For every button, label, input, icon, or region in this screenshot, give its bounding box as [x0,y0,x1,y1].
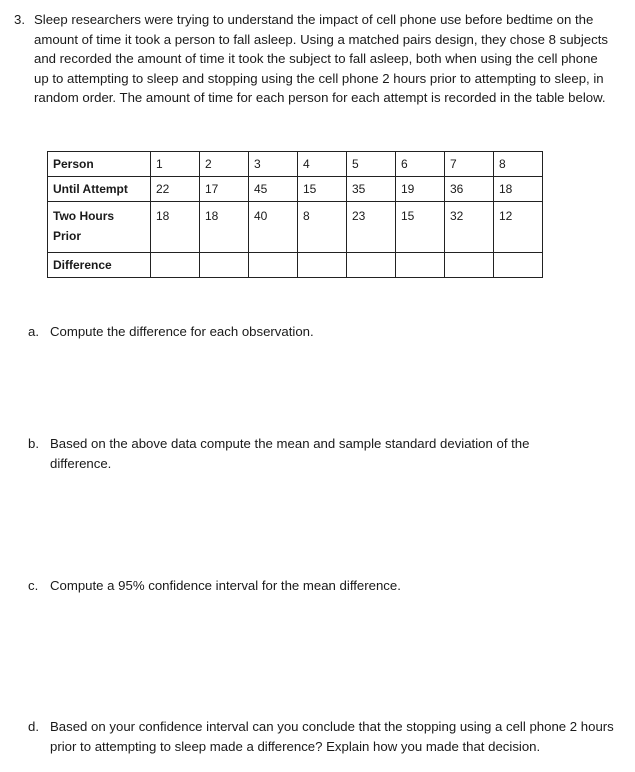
row-label-line-2: Prior [53,229,82,243]
table-row-until-attempt [48,177,543,202]
table-cell: 1 [151,152,200,177]
table-cell: 40 [249,202,298,253]
table-cell: 7 [445,152,494,177]
table-cell: 18 [151,202,200,253]
row-label-two-hours-prior [48,202,151,253]
table-cell-empty [347,253,396,278]
part-b-label: b. [28,436,39,451]
table-cell: 36 [445,177,494,202]
table-cell: 45 [249,177,298,202]
row-label-person: Person [48,152,151,177]
part-c-label: c. [28,578,39,593]
table-cell-empty [494,253,543,278]
part-a-label: a. [28,324,39,339]
part-d [28,717,626,756]
part-a-text: Compute the difference for each observation. [50,324,314,339]
question-number: 3. [14,12,25,27]
table-cell: 19 [396,177,445,202]
table-cell-empty [200,253,249,278]
part-d-text: Based on your confidence interval can you conclude that the stopping using a cell phone 2 hours prior to attempting to sleep made a difference? Explain how you made that decision. [50,719,614,754]
table-cell-empty [445,253,494,278]
table-cell: 6 [396,152,445,177]
row-label-difference: Difference [48,253,151,278]
part-c [28,576,618,596]
table-cell: 15 [396,202,445,253]
table-cell: 35 [347,177,396,202]
table-row-two-hours-prior [48,202,543,253]
table-cell: 23 [347,202,396,253]
table-cell: 2 [200,152,249,177]
table-cell: 15 [298,177,347,202]
table-cell-empty [298,253,347,278]
part-d-label: d. [28,719,39,734]
part-a [28,322,618,342]
table-cell: 17 [200,177,249,202]
table-cell-empty [151,253,200,278]
table-cell: 4 [298,152,347,177]
table-cell: 22 [151,177,200,202]
table-cell: 8 [494,152,543,177]
table-cell: 3 [249,152,298,177]
part-c-text: Compute a 95% confidence interval for the mean difference. [50,578,401,593]
table-cell: 32 [445,202,494,253]
table-row-difference [48,253,543,278]
data-table [47,151,543,278]
part-b [28,434,568,473]
table-row-person [48,152,543,177]
row-label-line-1: Two Hours [53,209,115,223]
part-b-text: Based on the above data compute the mean and sample standard deviation of the difference. [50,436,530,471]
question-3 [14,10,614,108]
table-cell-empty [249,253,298,278]
question-text: Sleep researchers were trying to understand the impact of cell phone use before bedtime on the amount of time it took a person to fall asleep. Using a matched pairs design, they chose 8 subjects and recorded the amount of time it took the subject to fall asleep, both when using the cell phone up to attempting to sleep and stopping using the cell phone 2 hours prior to attempting to sleep, in random order. The amount of time for each person for each attempt is recorded in the table below. [34,12,608,105]
table-cell: 18 [494,177,543,202]
table-cell: 8 [298,202,347,253]
table-cell: 12 [494,202,543,253]
table-cell: 5 [347,152,396,177]
table-cell-empty [396,253,445,278]
row-label-until-attempt: Until Attempt [48,177,151,202]
table-cell: 18 [200,202,249,253]
